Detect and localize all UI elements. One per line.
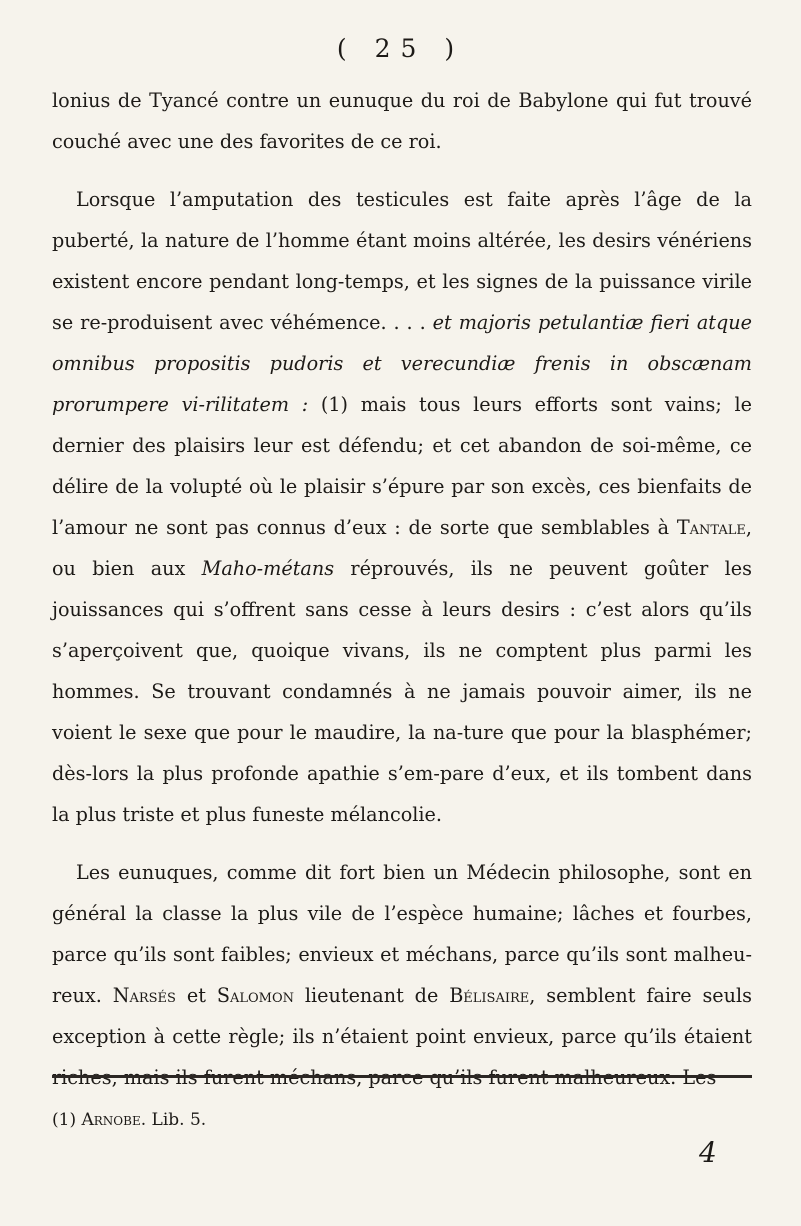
footnote-rule (52, 1075, 752, 1078)
paragraph-2-text-d: réprouvés, ils ne peuvent goûter les jouissances qui s’offrent sans cesse à leurs desirs : c’est alors qu’ils s’aperçoivent que, quoique vivans, ils ne comptent plus parmi les hommes. Se trouvant condamnés à ne jamais pouvoir aimer, ils ne voient le sexe que pour le maudire, la na-ture que pour la blasphémer; dès-lors la plus profonde apathie s’em-pare d’eux, et ils tombent dans la plus triste et plus funeste mélancolie. (52, 557, 752, 826)
paragraph-3 (52, 852, 752, 1098)
paragraph-3-text-c: lieutenant de (293, 984, 450, 1007)
word-mahometans: Maho-métans (201, 557, 335, 580)
paragraph-2 (52, 179, 752, 835)
paragraph-1: lonius de Tyancé contre un eunuque du roi de Babylone qui fut trouvé couché avec une des favorites de ce roi. (52, 89, 752, 153)
paragraph-3-text-b: et (175, 984, 217, 1007)
paragraph-3-text-a: Les eunuques, comme dit fort bien un Médecin philosophe, sont en général la classe la plus vile de l’espèce humaine; lâches et fourbes, parce qu’ils sont faibles; envieux et méchans, parce qu’ils sont malheu-reux. (52, 861, 752, 1007)
name-tantale: Tantale (676, 516, 746, 539)
name-salomon: Salomon (216, 984, 294, 1007)
footnote-marker: (1) (52, 1110, 82, 1130)
signature-mark: 4 (699, 1136, 717, 1169)
footnote (52, 1110, 206, 1130)
latin-quotation: et majoris petulantiæ fieri atque omnibus propositis pudoris et verecundiæ frenis in obscænam prorumpere vi-rilitatem : (52, 311, 752, 416)
paragraph-2-text-c: , ou bien aux (52, 516, 752, 580)
footnote-author: Arnobe (81, 1110, 141, 1130)
paragraph-2-text-a: Lorsque l’amputation des testicules est faite après l’âge de la puberté, la nature de l’homme étant moins altérée, les desirs vénériens existent encore pendant long-temps, et les signes de la puissance virile se re-produisent avec véhémence. . . . (52, 188, 752, 334)
footnote-reference: . Lib. 5. (140, 1110, 207, 1130)
name-narses: Narsés (112, 984, 176, 1007)
paragraph-3-text-d: , semblent faire seuls exception à cette règle; ils n’étaient point envieux, parce qu’ils étaient riches, mais ils furent méchans, parce qu’ils furent malheureux. Les (52, 984, 752, 1089)
paragraph-2-text-b: (1) mais tous leurs efforts sont vains; le dernier des plaisirs leur est défendu; et cet abandon de soi-même, ce délire de la volupté où le plaisir s’épure par son excès, ces bienfaits de l’amour ne sont pas connus d’eux : de sorte que semblables à (52, 393, 752, 539)
page-number: ( 25 ) (336, 34, 465, 63)
name-belisaire: Bélisaire (449, 984, 530, 1007)
body-text (52, 80, 752, 1115)
